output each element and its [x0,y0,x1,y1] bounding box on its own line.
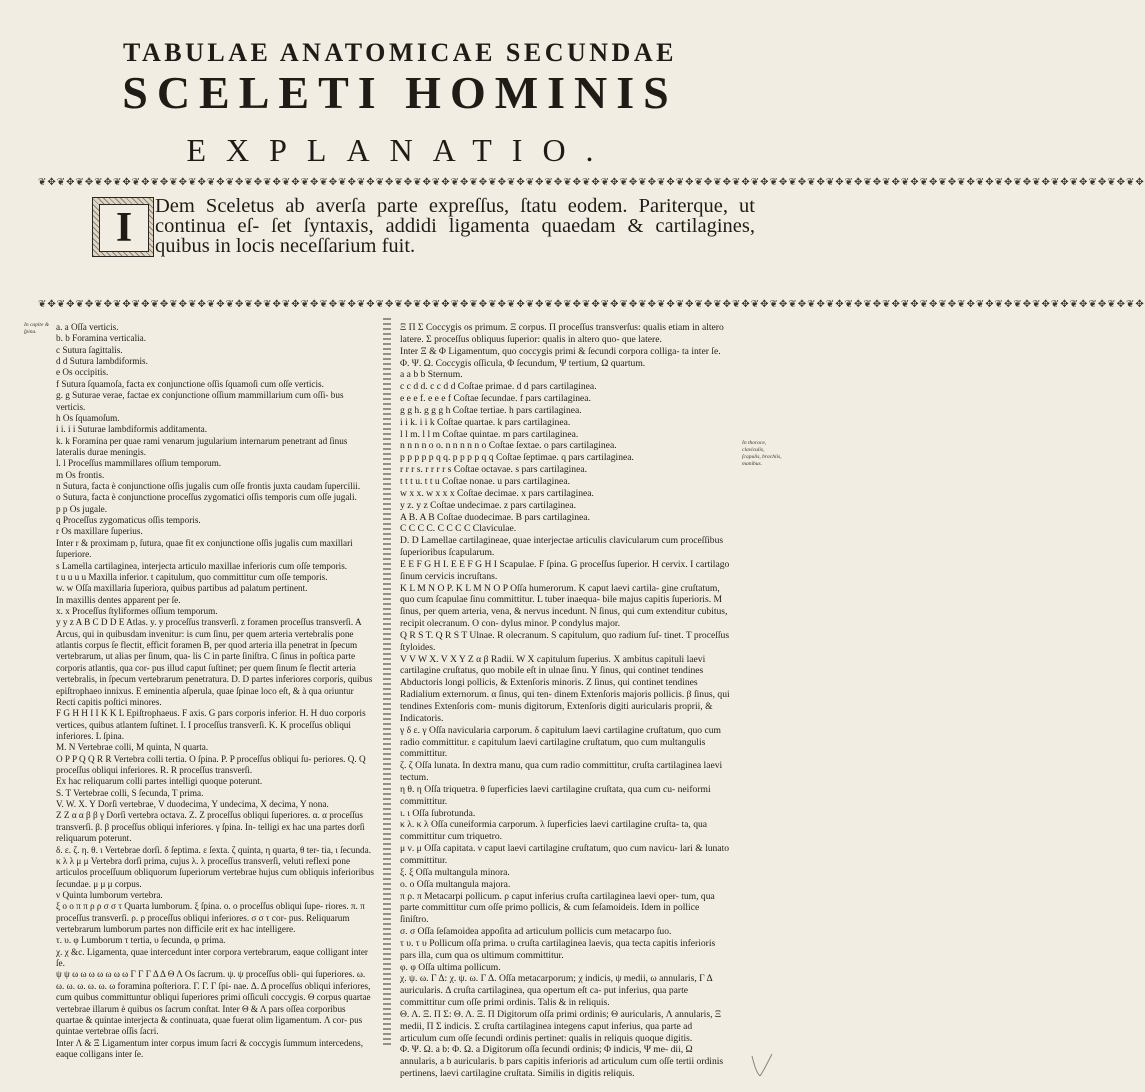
left-column-entry: ψ ψ ω ω ω ω ω ω ω Γ Γ Γ Δ Δ Θ Λ Os ſacrum. ψ. ψ proceſſus obli- qui ſuperiores. ω. ω. ω. ω. ω. ω. ω foramina poſteriora. Γ. Γ. Γ ſpi- nae. Δ. Δ proceſſus obliqui inferiores, cum quibus committuntur obliqui ſuperiores primi oſſiculi coccygis. Θ corpus quartae vertebrae illarum è quibus os ſacrum conſtat. Inter Θ & Λ pars oſſea corporibus quartae & quintae interjecta & continuata, quae fuerat olim ligamentum. Λ cor- pus quintae vertebrae oſſis ſacri. [56,969,371,1037]
right-column-entry: V V W X. V X Y Z α β Radii. W X capitulum ſuperius. X ambitus capituli laevi cartilagine cruſtatus, quo mobile eſt in ulnae ſinu. Y ſinus, qui continet tendines Abductoris longi pollicis, & Extenſoris minoris. Z ſinus, qui continet tendines Radialium externorum. α ſinus, qui ten- dinem Extenſoris majoris pollicis. β ſinus, qui tendines Extenſoris com- munis digitorum, Extenſoris digiti auricularis proprii, & Indicatoris. [400,653,730,724]
right-column-entry: Φ. Ψ. Ω. Coccygis oſſicula, Φ ſecundum, Ψ tertium, Ω quartum. [400,357,646,369]
left-column-entry: p p Os jugale. [56,503,108,514]
left-column-entry: In maxillis dentes apparent per ſe. [56,594,181,605]
right-column-entry: K L M N O P. K L M N O P Oſſa humerorum. K caput laevi cartila- gine cruſtatum, quo cum ſcapulae ſinu committitur. L tuber inaequa- bile majus capitis ſuperioris. M ſinus, per quem arteria, vena, & nervus incedunt. N ſinus, qui cum extenditur cubitus, recipit olecranum. O con- dylus minor. P condylus major. [400,582,728,630]
left-column-entry: q Proceſſus zygomaticus oſſis temporis. [56,515,201,526]
right-column-entry: Inter Ξ & Φ Ligamentum, quo coccygis primi & ſecundi corpora colliga- ta inter ſe. [400,345,721,357]
left-column-entry: F G H H I I K K L Epiſtrophaeus. F axis. G pars corporis inferior. H. H duo corporis vertices, quibus atlantem ſuſtinet. I. I proceſſus transverſi. K. K proceſſus obliqui inferiores. L ſpina. [56,708,366,741]
right-column [400,322,730,1080]
left-column-entry: w. w Oſſa maxillaria ſuperiora, quibus partibus ad palatum pertinent. [56,583,308,594]
left-column-entry: ξ ο ο π π ρ ρ σ σ τ Quarta lumborum. ξ ſpina. ο. ο proceſſus obliqui ſupe- riores. π. π proceſſus transverſi. ρ. ρ proceſſus obliqui inferiores. σ σ τ cor- pus. Reliquarum vertebrarum lumborum partes non difficile erit ex hac intelligere. [56,901,365,935]
left-column-entry: y y z A B C D D E Atlas. y. y proceſſus transverſi. z foramen proceſſus transverſi. A Arcus, qui in quibusdam invenitur: is cum ſinu, per quem arteria vertebralis pone atlantis corpus ſe flectit, efficit foramen B, per quod arteria illa penetrat in ſpecum vertebrarum, ut alias per ſinum, qua- lis C in parte ſiniſtra. C ſinus in poſtica parte corporis atlantis, qua cor- pus illud caput ſuſtinet; per quem ſinum ſe flectit arteria vertebralis, in ſpecum vertebrarum penetratura. D. D partes inferiores corporis, quibus epiſtrophaeo innixus. E eminentia aſperula, quae ſpinae loco eſt, & à qua oriuntur Recti capitis poſtici minores. [56,617,373,707]
right-column-entry: e e e f. e e e f Coſtae ſecundae. f pars cartilaginea. [400,393,591,405]
pencil-mark [748,1050,778,1080]
left-column-entry: b. b Foramina verticalia. [56,333,147,344]
left-column-entry: κ λ λ μ μ Vertebra dorſi prima, cujus λ. λ proceſſus transverſi, veluti reflexi pone articulos proceſſuum obliquorum ſuperiorum vertebrae hujus cum obliquis inferioribus ſecundae. μ μ μ corpus. [56,855,374,889]
right-column-entry: κ λ. κ λ Oſſa cuneiformia carporum. λ ſuperficies laevi cartilagine cruſta- ta, qua committitur cum triquetro. [400,819,708,843]
left-column-entry: t u u u u Maxilla inferior. t capitulum, quo committitur cum oſſe temporis. [56,571,328,582]
left-column-entry: m Os frontis. [56,469,105,480]
right-column-entry: τ υ. τ υ Pollicum oſſa prima. υ cruſta cartilaginea laevis, qua tecta capitis inferioris pars illa, cum qua os ultimum committitur. [400,937,716,961]
left-column-entry: Z Z α α β β γ Dorſi vertebra octava. Z. Z proceſſus obliqui ſuperiores. α. α proceſſus transverſi. β. β proceſſus obliqui inferiores. γ ſpina. In- telligi ex hac una partes dorſi reliquarum poterunt. [56,810,365,844]
right-column-entry: γ δ ε. γ Oſſa navicularia carporum. δ capitulum laevi cartilagine cruſtatum, quo cum radio committitur. ε capitulum laevi cartilagine cruſtatum, quo cum multangulis committitur. [400,724,721,760]
left-column-entry: δ. ε. ζ. η. θ. ι Vertebrae dorſi. δ ſeptima. ε ſexta. ζ quinta, η quarta, θ ter- tia, ι ſecunda. [56,844,372,855]
left-column-entry: x. x Proceſſus ſtyliformes oſſium temporum. [56,605,218,616]
right-column-entry: ξ. ξ Oſſa multangula minora. [400,866,510,878]
right-column-entry: μ ν. μ Oſſa capitata. ν caput laevi cartilagine cruſtatum, quo cum navicu- lari & lunato committitur. [400,843,730,866]
right-column-entry: Ξ Π Σ Coccygis os primum. Ξ corpus. Π proceſſus transverſus: qualis etiam in altero latere. Σ proceſſus obliquus ſuperior: qualis in altero quo- que latere. [400,322,724,345]
right-column-entry: n n n n o o. n n n n n o Coſtae ſextae. o pars cartilaginea. [400,440,617,452]
left-column-entry: Inter Λ & Ξ Ligamentum inter corpus imum ſacri & coccygis ſummum intercedens, eaque colligans inter ſe. [56,1037,364,1059]
right-column-entry: π ρ. π Metacarpi pollicum. ρ caput inferius cruſta cartilaginea laevi oper- tum, qua parte committitur cum oſſe primo pollicis, & cum ſeſamoideis. Idem in pollice ſiniſtro. [400,890,715,926]
left-column-entry: c Sutura ſagittalis. [56,344,123,355]
left-column-entry: S. T Vertebrae colli, S ſecunda, T prima. [56,787,204,798]
left-column-entry: d d Sutura lambdiformis. [56,356,148,367]
right-column-entry: c c d d. c c d d Coſtae primae. d d pars cartilaginea. [400,381,597,393]
left-column-entry: o Sutura, facta è conjunctione proceſſus zygomatici oſſis temporis cum oſſe jugali. [56,492,357,503]
right-column-entry: A B. A B Coſtae duodecimae. B pars cartilaginea. [400,511,590,523]
left-column-entry: e Os occipitis. [56,367,109,378]
left-column-entry: f Sutura ſquamoſa, facta ex conjunctione oſſis ſquamoſi cum oſſe verticis. [56,378,324,389]
right-column-entry: ο. ο Oſſa multangula majora. [400,878,511,890]
ornament-rule-middle: ❦✥❦✥❦✥❦✥❦✥❦✥❦✥❦✥❦✥❦✥❦✥❦✥❦✥❦✥❦✥❦✥❦✥❦✥❦✥❦✥❦✥❦✥❦✥❦✥❦✥❦✥❦✥❦✥❦✥❦✥❦✥❦✥❦✥❦✥❦✥❦✥❦✥❦✥❦✥❦✥❦✥❦✥❦✥❦✥❦✥❦✥❦✥❦✥❦✥❦✥❦✥❦✥❦✥❦✥❦✥❦✥❦✥❦✥❦✥ [38,299,1145,310]
intro-paragraph: Dem Sceletus ab averſa parte expreſſus, ſtatu eodem. Pariterque, ut continua eſ- ſet ſyntaxis, addidi ligamenta quaedam & cartilagines, quibus in locis neceſſarium fuit. [155,195,755,257]
right-column-entry: g g h. g g g h Coſtae tertiae. h pars cartilaginea. [400,404,582,416]
right-column-entry: χ. ψ. ω. Γ Δ: χ. ψ. ω. Γ Δ. Oſſa metacarporum; χ indicis, ψ medii, ω annularis, Γ Δ auricularis. Δ cruſta cartilaginea, qua opertum eſt ca- put inferius, qua parte committitur cum oſſe primi ordinis. Talis & in reliquis. [400,973,713,1009]
left-column-entry: τ. υ. φ Lumborum τ tertia, υ ſecunda, φ prima. [56,935,226,946]
left-column-entry: V. W. X. Y Dorſi vertebrae, V duodecima, Y undecima, X decima, Y nona. [56,799,329,810]
left-column-entry: k. k Foramina per quae rami venarum jugularium internarum penetrant ad ſinus lateralis durae meningis. [56,435,348,457]
margin-note-left: In capite & ſpina. [24,322,50,335]
left-column-entry: M. N Vertebrae colli, M quinta, N quarta. [56,742,209,753]
left-column-entry: O P P Q Q R R Vertebra colli tertia. O ſpina. P. P proceſſus obliqui ſu- periores. Q. Q proceſſus obliqui inferiores. R. R proceſſus transverſi. [56,753,366,776]
left-column-entry: l. l Proceſſus mammillares oſſium temporum. [56,458,222,469]
left-column-entry: r Os maxillare ſuperius. [56,526,143,537]
left-column-entry: Inter r & proximam p, ſutura, quae fit ex conjunctione oſſis jugalis cum maxillari ſuperiore. [56,537,353,560]
title-line-2: SCELETI HOMINIS [122,67,678,118]
left-column-entry: n Sutura, facta è conjunctione oſſis jugalis cum oſſe frontis juxta caudam ſupercilii. [56,481,361,492]
right-column-entry: p p p p p q q. p p p p q q Coſtae ſeptimae. q pars cartilaginea. [400,452,634,464]
left-column-entry: χ. χ &c. Ligamenta, quae intercedunt inter corpora vertebrarum, eaque colligant inter ſe. [56,946,368,969]
right-column-entry: Q R S T. Q R S T Ulnae. R olecranum. S capitulum, quo radium ſuſ- tinet. T proceſſus ſtyloides. [400,629,730,653]
ornament-rule-top: ❦✥❦✥❦✥❦✥❦✥❦✥❦✥❦✥❦✥❦✥❦✥❦✥❦✥❦✥❦✥❦✥❦✥❦✥❦✥❦✥❦✥❦✥❦✥❦✥❦✥❦✥❦✥❦✥❦✥❦✥❦✥❦✥❦✥❦✥❦✥❦✥❦✥❦✥❦✥❦✥❦✥❦✥❦✥❦✥❦✥❦✥❦✥❦✥❦✥❦✥❦✥❦✥❦✥❦✥❦✥❦✥❦✥❦✥❦✥ [38,177,1145,188]
right-column-entry: w x x. w x x x Coſtae decimae. x pars cartilaginea. [400,487,594,499]
dropcap-letter: I [99,204,149,252]
title-line-1: TABULAE ANATOMICAE SECUNDAE [123,38,677,67]
margin-note-right: In thorace, claviculis, ſcapulis, brachiis, manibus. [742,440,782,467]
column-divider [383,318,391,1048]
right-column-entry: a a b b Sternum. [400,369,463,381]
right-column-entry: r r r s. r r r r s Coſtae octavae. s pars cartilaginea. [400,464,587,476]
right-column-entry: y z. y z Coſtae undecimae. z pars cartilaginea. [400,499,577,511]
left-column-entry: g. g Suturae verae, factae ex conjunctione oſſium mammillarium cum oſſi- bus verticis. [56,390,344,412]
right-column-entry: i i k. i i k Coſtae quartae. k pars cartilaginea. [400,416,571,428]
right-column-entry: Θ. Λ. Ξ. Π Σ: Θ. Λ. Ξ. Π Digitorum oſſa primi ordinis; Θ auricularis, Λ annularis, Ξ medii, Π Σ indicis. Σ cruſta cartilaginea integens caput inferius, qua parte ad articulum cum oſſe ſecundi ordinis pertinet: qualis in reliquis quoque digitis. [400,1008,722,1044]
right-column-entry: l l m. l l m Coſtae quintae. m pars cartilaginea. [400,428,579,440]
decorated-initial [92,197,154,257]
left-column-entry: a. a Oſſa verticis. [56,322,119,332]
right-column-entry: η θ. η Oſſa triquetra. θ ſuperficies laevi cartilagine cruſtata, qua cum cu- neiformi committitur. [400,783,711,807]
left-column-entry: s Lamella cartilaginea, interjecta articulo maxillae inferioris cum oſſe temporis. [56,560,348,571]
left-column-entry: h Os ſquamoſum. [56,412,120,423]
left-column-entry: Ex hac reliquarum colli partes intelligi quoque poterunt. [56,776,263,787]
right-column-entry: D. D Lamellae cartilagineae, quae interjectae articulis clavicularum cum proceſſibus ſuperioribus ſcapularum. [400,535,724,559]
left-column-entry: ν Quinta lumborum vertebra. [56,889,163,900]
right-column-entry: Φ. Ψ. Ω. a b: Φ. Ω. a Digitorum oſſa ſecundi ordinis; Φ indicis, Ψ me- dii, Ω annularis, a b auricularis. b pars capitis inferioris ad articulum cum oſſe tertii ordinis pertinens, laevi cartilagine cruſtata. Similis in digitis reliquis. [400,1044,724,1080]
right-column-entry: φ. φ Oſſa ultima pollicum. [400,961,501,973]
right-column-entry: ζ. ζ Oſſa lunata. In dextra manu, qua cum radio committitur, cruſta cartilaginea laevi tectum. [400,760,723,784]
right-column-entry: ι. ι Oſſa ſubrotunda. [400,807,476,819]
right-column-entry: E E F G H I. E E F G H I Scapulae. F ſpina. G proceſſus ſuperior. H cervix. I cartilago ſinum cervicis incruſtans. [400,558,730,582]
right-column-entry: C C C C. C C C C Claviculae. [400,523,517,535]
left-column-entry: i i. i i Suturae lambdiformis additamenta. [56,424,208,435]
right-column-entry: t t t u. t t u Coſtae nonae. u pars cartilaginea. [400,475,570,487]
right-column-entry: σ. σ Oſſa ſeſamoidea appoſita ad articulum pollicis cum metacarpo ſuo. [400,926,672,938]
left-column [56,322,374,1060]
title-line-3: EXPLANATIO. [186,132,614,168]
